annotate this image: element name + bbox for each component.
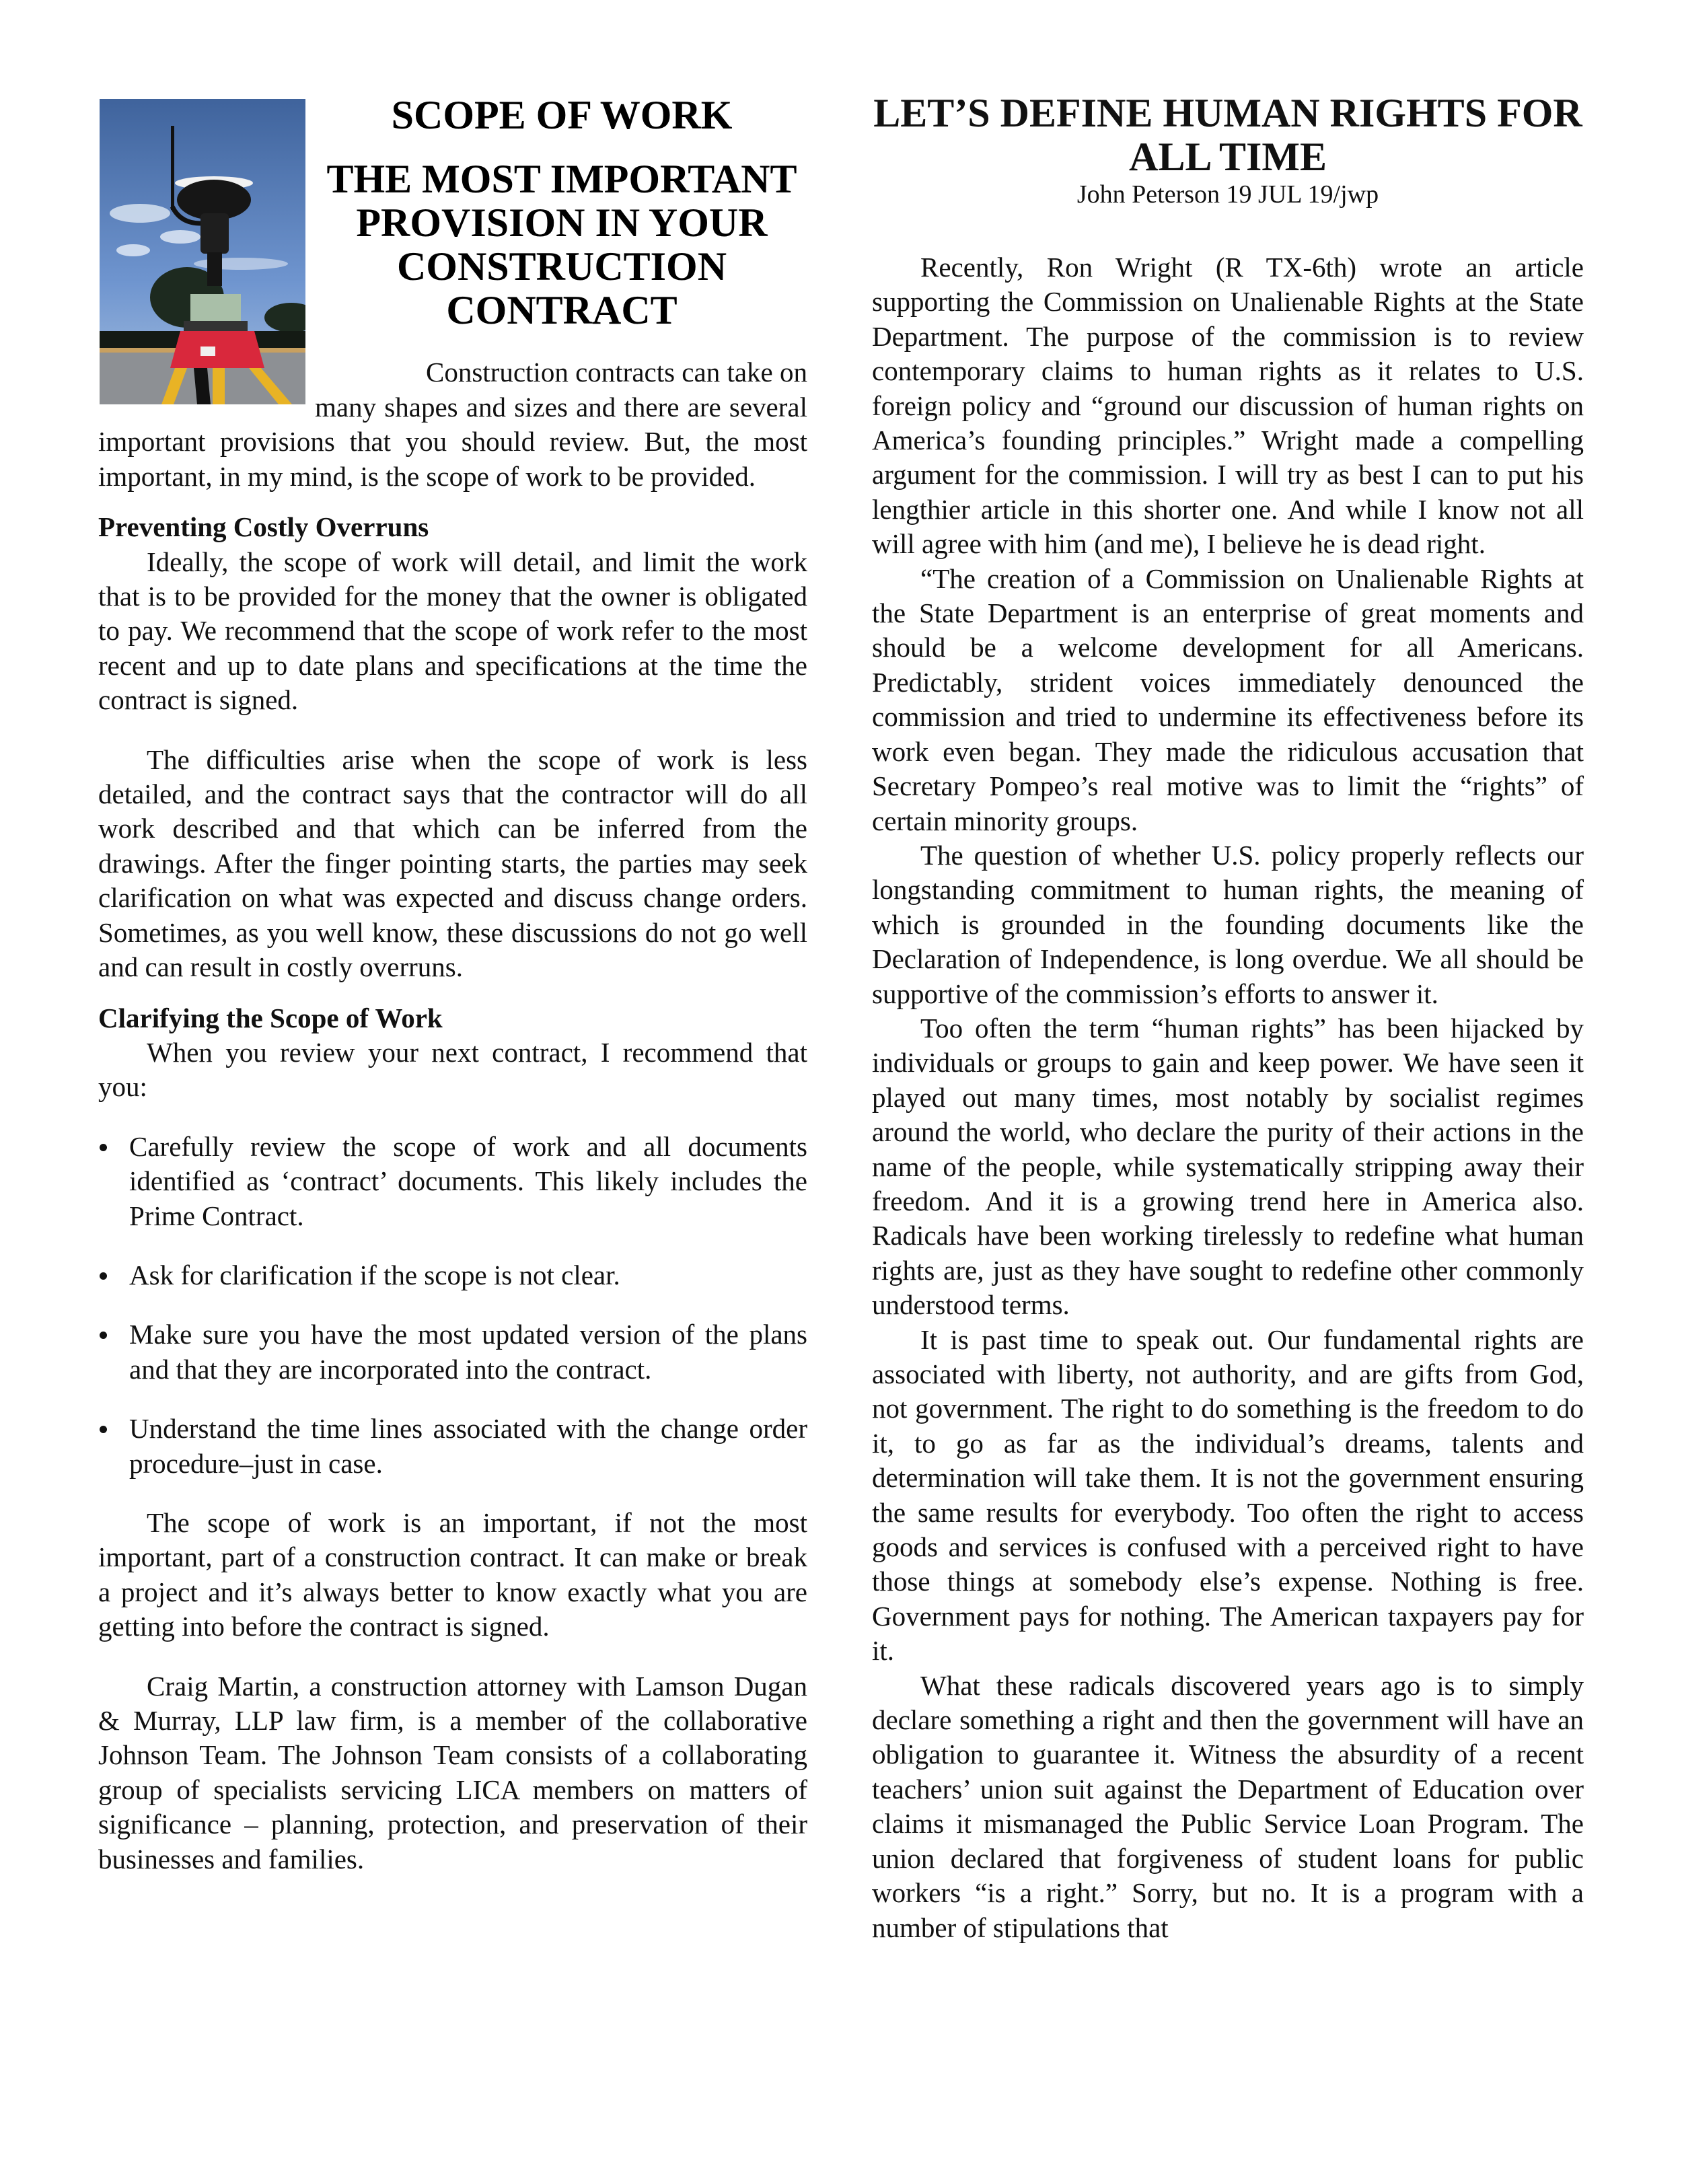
paragraph: Too often the term “human rights” has been hijacked by individuals or groups to gain and keep power. We have seen it played out many times, most notably by socialist regimes around the world, who declare the purity of their actions in the name of the people, while systematically stripping away their freedom. And it is a growing trend here in America also. Radicals have been working tirelessly to redefine what human rights are, just as they have sought to redefine other commonly understood terms. bbox=[872, 1012, 1584, 1321]
intro-first-line: Construction contracts can take on bbox=[426, 357, 807, 388]
left-article-header bbox=[316, 92, 807, 332]
bullet-icon bbox=[100, 1272, 107, 1280]
paragraph: The question of whether U.S. policy properly reflects our longstanding commitment to human rights, the meaning of which is grounded in the founding documents like the Declaration of Independence, is long overdue. We all should be supportive of the commission’s efforts to answer it. bbox=[872, 839, 1584, 1009]
paragraph: Ideally, the scope of work will detail, and limit the work that is to be provided for the money that the owner is obligated to pay. We recommend that the scope of work refer to the most recent and up to date plans and specifications at the time the contract is signed. bbox=[98, 546, 807, 716]
section-heading-clarifying: Clarifying the Scope of Work bbox=[98, 1002, 443, 1033]
bullet-icon bbox=[100, 1426, 107, 1433]
bullet-icon bbox=[100, 1144, 107, 1151]
left-article-title: THE MOST IMPORTANT PROVISION IN YOUR CONSTRUCTION CONTRACT bbox=[326, 157, 797, 332]
paragraph: When you review your next contract, I recommend that you: bbox=[98, 1036, 807, 1103]
paragraph: Recently, Ron Wright (R TX-6th) wrote an article supporting the Commission on Unalienable Rights at the State Department. The purpose of the commission is to review contemporary claims to human rights as it relates to U.S. foreign policy and “ground our discussion of human rights on America’s founding principles.” Wright made a compelling argument for the commission. I will try as best I can to put his lengthier article in this shorter one. And while I know not all will agree with him (and me), I believe he is dead right. bbox=[872, 252, 1584, 560]
list-item: Carefully review the scope of work and all documents identified as ‘contract’ documents. This likely includes the Prime Contract. bbox=[98, 1130, 807, 1233]
paragraph: It is past time to speak out. Our fundamental rights are associated with liberty, not authority, and are gifts from God, not government. The right to do something is the freedom to do it, to go as far as the individual’s dreams, talents and determination will take them. It is not the government ensuring the same results for everybody. Too often the right to access goods and services is confused with a perceived right to have those things at somebody else’s expense. Nothing is free. Government pays for nothing. The American taxpayers pay for it. bbox=[872, 1323, 1584, 1667]
bullet-icon bbox=[100, 1332, 107, 1339]
author-bio: Craig Martin, a construction attorney with Lamson Dugan & Murray, LLP law firm, is a member of the collaborative Johnson Team. The Johnson Team consists of a collaborating group of specialists servicing LICA members on matters of significance – planning, protection, and preservation of their businesses and families. bbox=[98, 1670, 807, 1874]
recommendation-list bbox=[98, 1130, 807, 1481]
right-article-header bbox=[872, 92, 1584, 210]
right-article-title: LET’S DEFINE HUMAN RIGHTS FOR ALL TIME bbox=[873, 91, 1582, 179]
list-item: Ask for clarification if the scope is not clear. bbox=[98, 1258, 807, 1293]
section-heading-overruns: Preventing Costly Overruns bbox=[98, 511, 429, 543]
section-kicker: SCOPE OF WORK bbox=[391, 93, 733, 137]
paragraph: What these radicals discovered years ago is to simply declare something a right and then the government will have an obligation to guarantee it. Witness the absurdity of a recent teachers’ union suit against the Department of Education over claims it mismanaged the Public Service Loan Program. The union declared that forgiveness of student loans for public workers “is a right.” Sorry, but no. It is a program with a number of stipulations that bbox=[872, 1669, 1584, 1943]
left-article-intro bbox=[98, 390, 807, 1877]
right-article-body bbox=[872, 250, 1584, 1945]
paragraph: “The creation of a Commission on Unalienable Rights at the State Department is an enterprise of great moments and should be a welcome development for all Americans. Predictably, strident voices immediately denounced the commission and tried to undermine its effectiveness before its work even began. They made the ridiculous accusation that Secretary Pompeo’s real motive was to limit the “rights” of certain minority groups. bbox=[872, 562, 1584, 836]
list-item: Make sure you have the most updated version of the plans and that they are incorporated into the contract. bbox=[98, 1317, 807, 1387]
closing-paragraph: The scope of work is an important, if not the most important, part of a construction contract. It can make or break a project and it’s always better to know exactly what you are getting into before the contract is signed. bbox=[98, 1506, 807, 1642]
paragraph: The difficulties arise when the scope of work is less detailed, and the contract says that the contractor will do all work described and that which can be inferred from the drawings. After the finger pointing starts, the parties may seek clarification on what was expected and discuss change orders. Sometimes, as you well know, these discussions do not go well and can result in costly overruns. bbox=[98, 743, 807, 983]
list-item: Understand the time lines associated with the change order procedure–just in case. bbox=[98, 1412, 807, 1481]
intro-paragraph: many shapes and sizes and there are several important provisions that you should review. But, the most important, in my mind, is the scope of work to be provided. bbox=[98, 392, 807, 492]
byline: John Peterson 19 JUL 19/jwp bbox=[1076, 180, 1379, 209]
